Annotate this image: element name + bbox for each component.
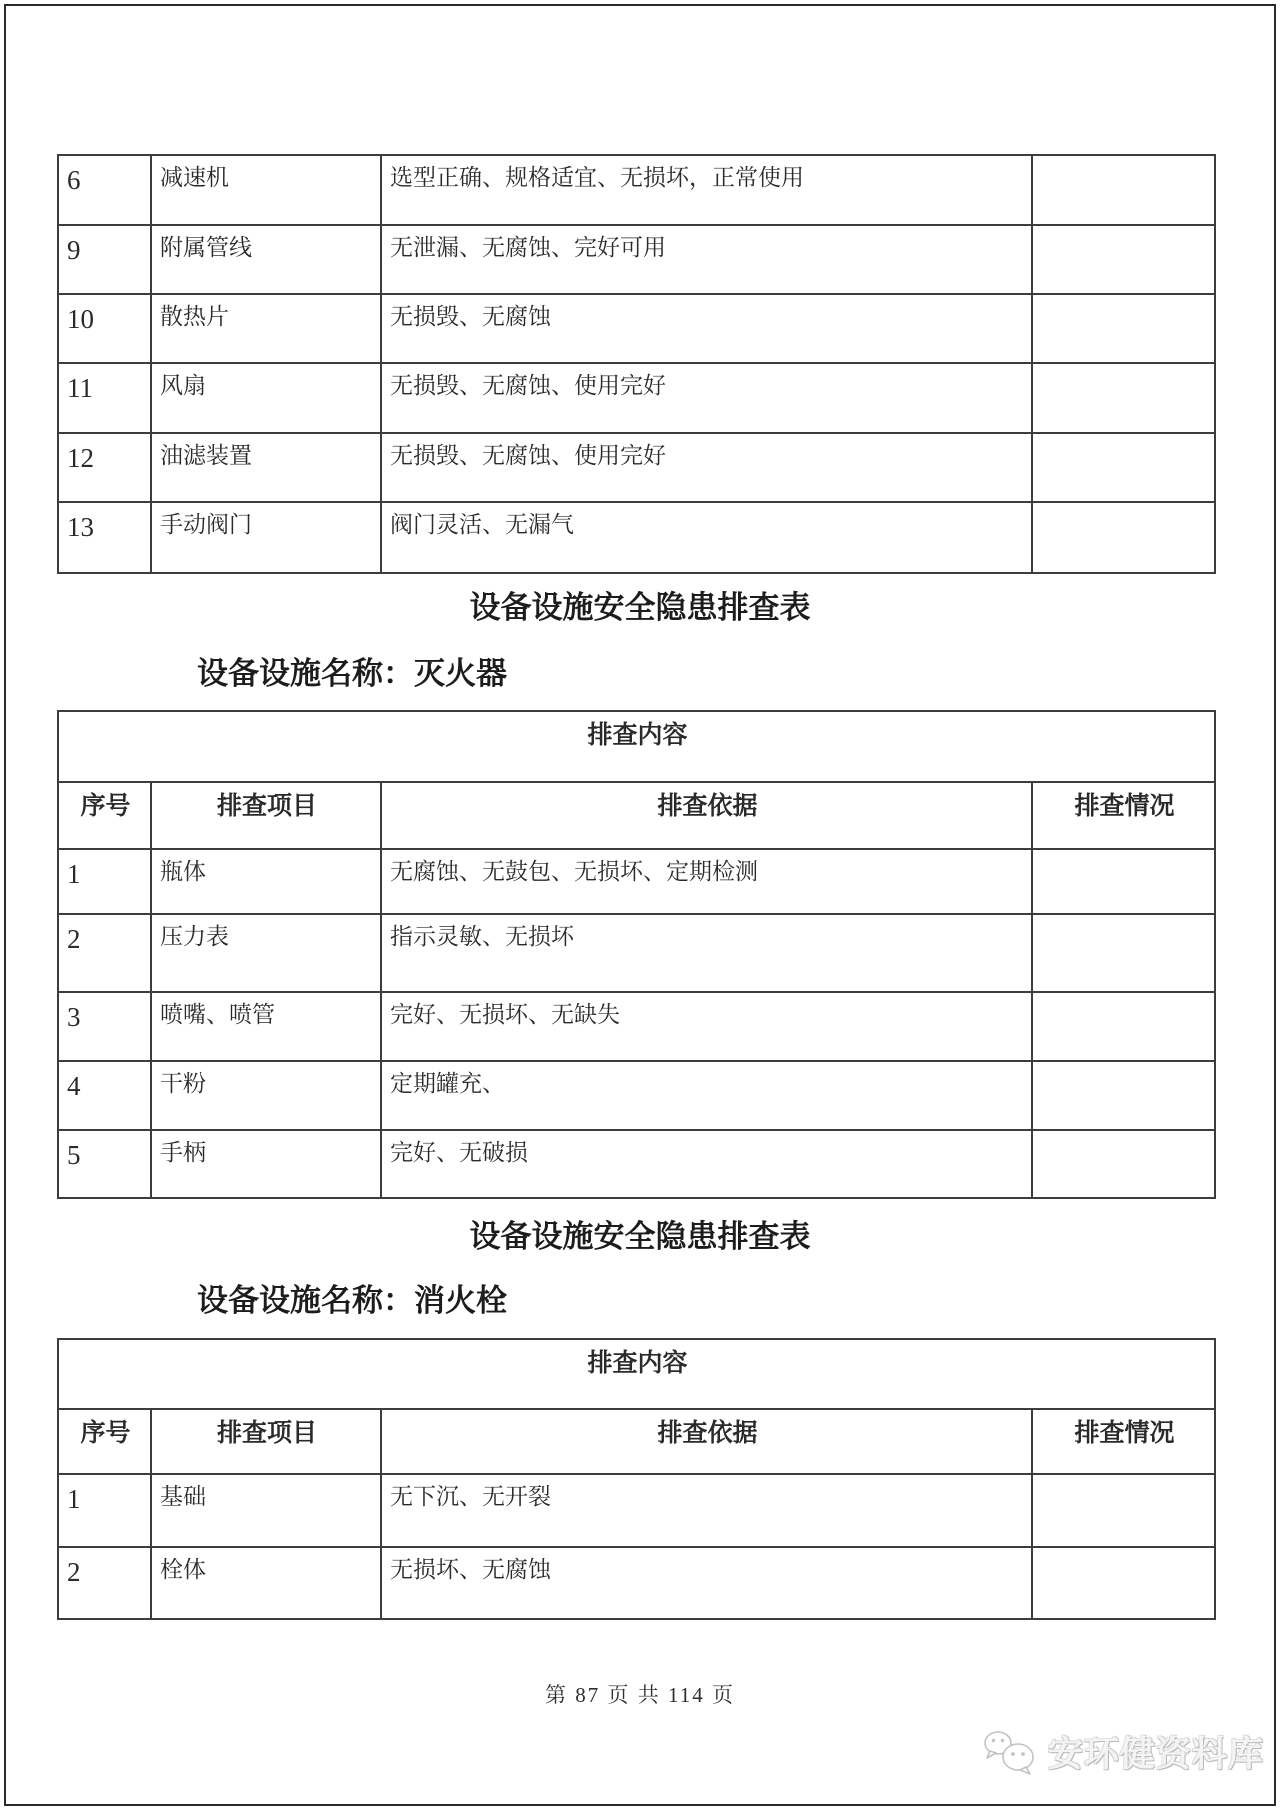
- row-number-cell: 9: [58, 225, 151, 294]
- table-row: [58, 914, 1215, 992]
- item-cell: 散热片: [151, 294, 381, 363]
- section-title: 设备设施安全隐患排查表: [469, 1219, 811, 1254]
- table-header-row: [58, 711, 1215, 782]
- table-row: [58, 433, 1215, 502]
- table-row: [58, 155, 1215, 225]
- table-row: [58, 849, 1215, 914]
- row-number-cell: 1: [58, 849, 151, 914]
- extinguisher-inspection-table: [57, 710, 1216, 1199]
- no-header-cell: 序号: [58, 1409, 151, 1474]
- item-cell: 风扇: [151, 363, 381, 433]
- table-row: [58, 502, 1215, 573]
- table-row: [58, 1547, 1215, 1619]
- status-cell: [1032, 294, 1215, 363]
- equipment-name-line: 设备设施名称：灭火器: [197, 656, 507, 691]
- table-row: [58, 992, 1215, 1061]
- status-cell: [1032, 433, 1215, 502]
- basis-cell: 指示灵敏、无损坏: [381, 914, 1032, 992]
- status-cell: [1032, 155, 1215, 225]
- watermark-text: 安环健资料库: [1048, 1735, 1265, 1774]
- no-header-cell: 序号: [58, 782, 151, 849]
- row-number-cell: 6: [58, 155, 151, 225]
- table-header-row: [58, 782, 1215, 849]
- row-number-cell: 5: [58, 1130, 151, 1198]
- item-cell: 压力表: [151, 914, 381, 992]
- page-number: 第 87 页 共 114 页: [545, 1683, 735, 1707]
- row-number-cell: 2: [58, 914, 151, 992]
- item-cell: 干粉: [151, 1061, 381, 1130]
- watermark: [980, 1726, 1265, 1778]
- status-header-cell: 排查情况: [1032, 782, 1215, 849]
- basis-header-cell: 排查依据: [381, 782, 1032, 849]
- wechat-bubbles-icon: [980, 1728, 1040, 1776]
- basis-cell: 无损毁、无腐蚀、使用完好: [381, 433, 1032, 502]
- status-cell: [1032, 502, 1215, 573]
- item-header-cell: 排查项目: [151, 782, 381, 849]
- status-cell: [1032, 1061, 1215, 1130]
- row-number-cell: 3: [58, 992, 151, 1061]
- item-header-cell: 排查项目: [151, 1409, 381, 1474]
- hydrant-inspection-table: [57, 1338, 1216, 1620]
- status-header-cell: 排查情况: [1032, 1409, 1215, 1474]
- basis-cell: 完好、无损坏、无缺失: [381, 992, 1032, 1061]
- basis-cell: 无损毁、无腐蚀: [381, 294, 1032, 363]
- basis-cell: 无下沉、无开裂: [381, 1474, 1032, 1547]
- content-header-cell: 排查内容: [58, 711, 1215, 782]
- status-cell: [1032, 1474, 1215, 1547]
- status-cell: [1032, 225, 1215, 294]
- table-row: [58, 1061, 1215, 1130]
- table-row: [58, 363, 1215, 433]
- basis-cell: 完好、无破损: [381, 1130, 1032, 1198]
- basis-cell: 无损坏、无腐蚀: [381, 1547, 1032, 1619]
- content-header-cell: 排查内容: [58, 1339, 1215, 1409]
- item-cell: 手柄: [151, 1130, 381, 1198]
- basis-header-cell: 排查依据: [381, 1409, 1032, 1474]
- basis-cell: 无损毁、无腐蚀、使用完好: [381, 363, 1032, 433]
- item-cell: 瓶体: [151, 849, 381, 914]
- item-cell: 手动阀门: [151, 502, 381, 573]
- status-cell: [1032, 914, 1215, 992]
- table-header-row: [58, 1339, 1215, 1409]
- table-row: [58, 1474, 1215, 1547]
- basis-cell: 无泄漏、无腐蚀、完好可用: [381, 225, 1032, 294]
- row-number-cell: 1: [58, 1474, 151, 1547]
- inspection-table-continuation: [57, 154, 1216, 574]
- row-number-cell: 13: [58, 502, 151, 573]
- item-cell: 减速机: [151, 155, 381, 225]
- table-row: [58, 225, 1215, 294]
- item-cell: 附属管线: [151, 225, 381, 294]
- section-title: 设备设施安全隐患排查表: [469, 590, 811, 625]
- table-header-row: [58, 1409, 1215, 1474]
- item-cell: 喷嘴、喷管: [151, 992, 381, 1061]
- basis-cell: 选型正确、规格适宜、无损坏，正常使用: [381, 155, 1032, 225]
- table-row: [58, 294, 1215, 363]
- row-number-cell: 12: [58, 433, 151, 502]
- row-number-cell: 4: [58, 1061, 151, 1130]
- status-cell: [1032, 849, 1215, 914]
- status-cell: [1032, 1130, 1215, 1198]
- row-number-cell: 10: [58, 294, 151, 363]
- equipment-name-line: 设备设施名称：消火栓: [197, 1283, 507, 1318]
- item-cell: 油滤装置: [151, 433, 381, 502]
- item-cell: 栓体: [151, 1547, 381, 1619]
- basis-cell: 定期罐充、: [381, 1061, 1032, 1130]
- item-cell: 基础: [151, 1474, 381, 1547]
- status-cell: [1032, 363, 1215, 433]
- table-row: [58, 1130, 1215, 1198]
- row-number-cell: 11: [58, 363, 151, 433]
- status-cell: [1032, 1547, 1215, 1619]
- basis-cell: 阀门灵活、无漏气: [381, 502, 1032, 573]
- basis-cell: 无腐蚀、无鼓包、无损坏、定期检测: [381, 849, 1032, 914]
- status-cell: [1032, 992, 1215, 1061]
- row-number-cell: 2: [58, 1547, 151, 1619]
